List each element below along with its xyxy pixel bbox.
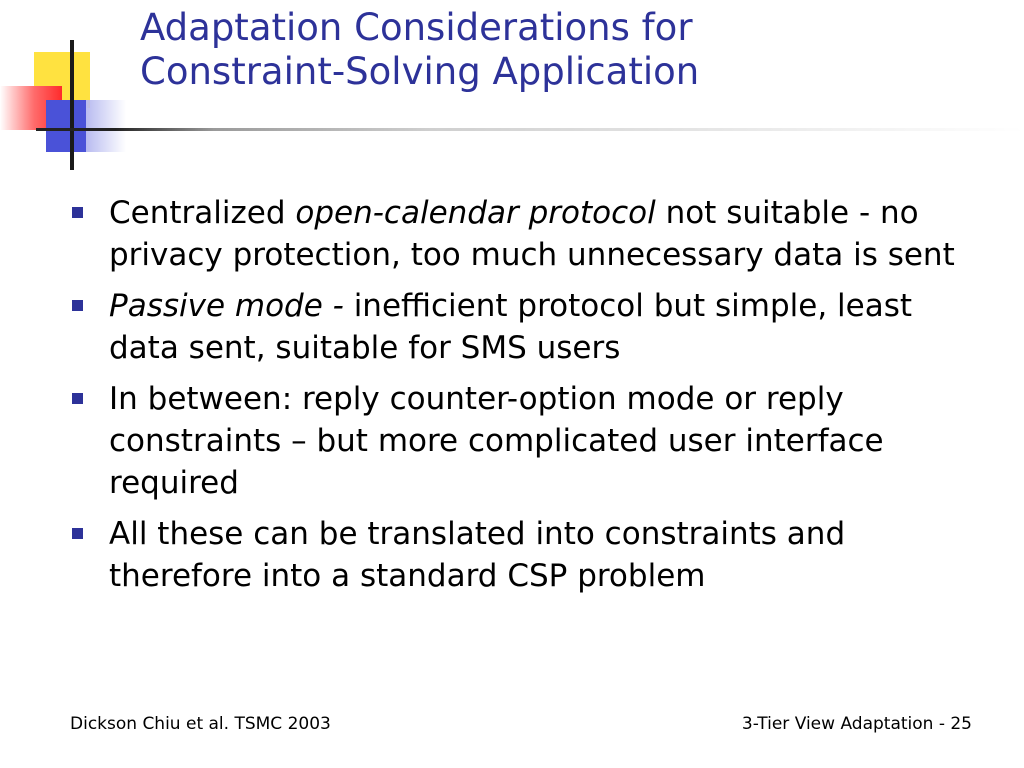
logo-blue-square — [46, 100, 86, 152]
logo-blue-fade — [86, 100, 126, 152]
bullet-text: inefficient protocol but simple, least data sent, suitable for SMS users — [109, 288, 913, 366]
logo-vertical-line — [70, 40, 74, 170]
bullet-emphasis: Passive mode - — [109, 288, 344, 324]
bullet-text: Centralized — [109, 195, 296, 231]
bullet-item — [72, 285, 972, 369]
square-bullet-icon — [72, 300, 83, 311]
footer-slide-number: 3-Tier View Adaptation - 25 — [741, 714, 972, 734]
footer-author: Dickson Chiu et al. TSMC 2003 — [70, 714, 331, 734]
bullet-text: In between: reply counter-option mode or reply constraints – but more complicated user interface required — [109, 381, 884, 501]
slide-title-line-2: Constraint-Solving Application — [140, 50, 700, 93]
slide-logo-decoration — [0, 0, 140, 170]
slide-title — [140, 6, 1000, 94]
square-bullet-icon — [72, 393, 83, 404]
slide-title-line-1: Adaptation Considerations for — [140, 6, 693, 49]
square-bullet-icon — [72, 207, 83, 218]
title-underline — [36, 128, 1024, 131]
square-bullet-icon — [72, 528, 83, 539]
bullet-item — [72, 192, 972, 276]
bullet-list — [72, 192, 972, 606]
bullet-emphasis: open-calendar protocol — [295, 195, 656, 231]
bullet-text: not suitable - no privacy protection, too much unnecessary data is sent — [109, 195, 955, 273]
bullet-item — [72, 378, 972, 504]
bullet-text: All these can be translated into constraints and therefore into a standard CSP problem — [109, 516, 846, 594]
bullet-item — [72, 513, 972, 597]
